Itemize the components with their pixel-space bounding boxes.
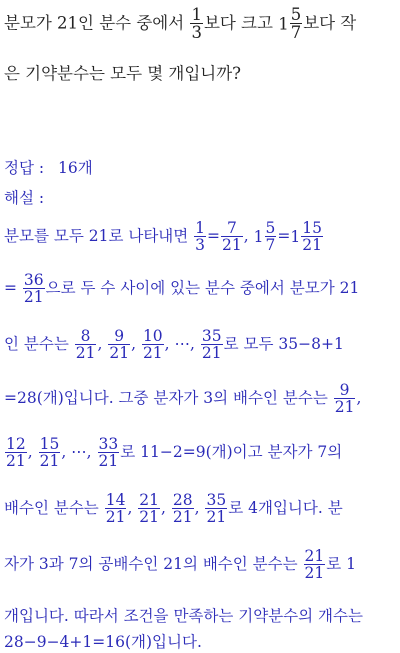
fraction-one-third: $\frac{1}{3}$ [191, 5, 202, 43]
solution-line-2: = $\frac{36}{21}$ 으로 두 수 사이에 있는 분수 중에서 분모가 21 [4, 271, 360, 307]
question-line-1 [4, 6, 400, 42]
question-text: 분모가 21인 분수 중에서 [4, 13, 190, 33]
solution-line-1: 분모를 모두 21로 나타내면 $\frac{1}{3}$ = $\frac{7}{21}$ , 1 $\frac{5}{7}$ =1 $\frac{15}{21}$ [4, 219, 322, 255]
fraction: $\frac{21}{21}$ [139, 491, 160, 527]
question-text: 보다 작 [303, 13, 357, 33]
mixed-number: 1 $\frac{5}{7}$ [253, 219, 276, 255]
mixed-number: 1 $\frac{5}{7}$ [278, 5, 302, 43]
solution-line-3: 인 분수는 $\frac{8}{21}$ , $\frac{9}{21}$ , $\frac{10}{21}$ , ⋯, $\frac{35}{21}$ 로 모두 35−8+1 [4, 327, 344, 363]
fraction: $\frac{1}{3}$ [195, 219, 206, 255]
answer-value: 16개 [58, 159, 93, 177]
solution-line-7: 자가 3과 7의 공배수인 21의 배수인 분수는 $\frac{21}{21}$ 로 1 [4, 547, 357, 583]
fraction: $\frac{28}{21}$ [172, 491, 193, 527]
solution-line-5: $\frac{12}{21}$ , $\frac{15}{21}$ , ⋯, $\frac{33}{21}$ 로 11−2=9(개)이고 분자가 7의 [6, 435, 343, 471]
fraction: $\frac{7}{21}$ [222, 219, 242, 255]
fraction: $\frac{12}{21}$ [6, 435, 26, 471]
fraction: $\frac{21}{21}$ [304, 547, 325, 583]
solution-line-9: 28−9−4+1=16(개)입니다. [4, 633, 202, 651]
question-line-2: 은 기약분수는 모두 몇 개입니까? [4, 64, 242, 83]
fraction: $\frac{33}{21}$ [98, 435, 119, 471]
solution-line-8: 개입니다. 따라서 조건을 만족하는 기약분수의 개수는 [4, 607, 363, 625]
fraction: $\frac{9}{21}$ [109, 327, 130, 363]
fraction: $\frac{35}{21}$ [206, 491, 227, 527]
fraction: $\frac{8}{21}$ [75, 327, 96, 363]
fraction: $\frac{36}{21}$ [23, 271, 44, 307]
fraction: $\frac{35}{21}$ [201, 327, 222, 363]
mixed-number: 1 $\frac{15}{21}$ [290, 219, 322, 255]
fraction: $\frac{15}{21}$ [39, 435, 60, 471]
question-text: 보다 크고 [203, 13, 279, 33]
answer-label: 정답 : [4, 159, 45, 177]
answer-line [4, 156, 400, 178]
solution-label: 해설 : [4, 189, 45, 207]
solution-line-4: =28(개)입니다. 그중 분자가 3의 배수인 분수는 $\frac{9}{21}$ , [4, 381, 362, 417]
fraction: $\frac{14}{21}$ [105, 491, 126, 527]
fraction: $\frac{9}{21}$ [334, 381, 355, 417]
solution-line-6: 배수인 분수는 $\frac{14}{21}$ , $\frac{21}{21}$ , $\frac{28}{21}$ , $\frac{35}{21}$ 로 4개입니다. 분 [4, 491, 343, 527]
fraction: $\frac{10}{21}$ [142, 327, 163, 363]
